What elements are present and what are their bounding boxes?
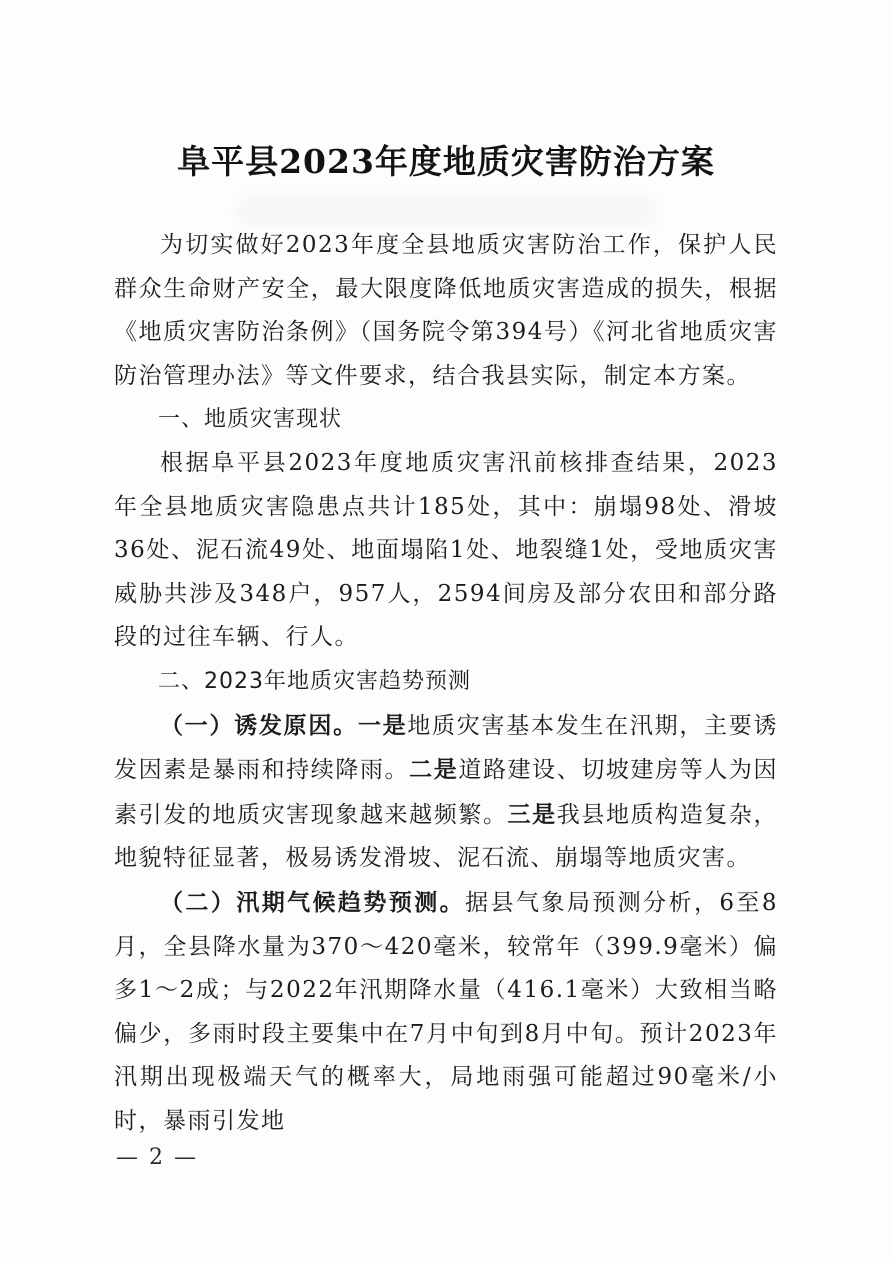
document-body: [114, 224, 778, 1143]
page-number: — 2 —: [116, 1145, 198, 1170]
cause-2-text: 道路建设、切坡建房等人为因素引发的地质灾害现象越来越频繁。: [114, 757, 779, 828]
subsection-1-lead: （一）诱发原因。: [160, 711, 358, 739]
subsection-2-paragraph: [114, 881, 778, 1144]
ordinal-2: 二是: [409, 756, 459, 784]
section-2-heading: 二、2023年地质灾害趋势预测: [158, 668, 471, 694]
faint-stamp-shadow: [236, 196, 656, 226]
ordinal-1: 一是: [357, 711, 408, 739]
cause-3-text: 我县地质构造复杂，地貌特征显著，极易诱发滑坡、泥石流、崩塌等地质灾害。: [114, 801, 779, 872]
subsection-2-text: 据县气象局预测分析，6至8月，全县降水量为370～420毫米，较常年（399.9毫米）偏多1～2成；与2022年汛期降水量（416.1毫米）大致相当略偏少，多雨时段主要集中在7月中旬到8月中旬。预计2023年汛期出现极端天气的概率大，局地雨强可能超过90毫米/小时，暴雨引发地: [114, 889, 778, 1134]
subsection-2-lead: （二）汛期气候趋势预测。: [160, 888, 466, 916]
cause-1-text: 地质灾害基本发生在汛期，主要诱发因素是暴雨和持续降雨。: [114, 712, 779, 784]
section-1-paragraph: 根据阜平县2023年度地质灾害汛前核排查结果，2023年全县地质灾害隐患点共计185处，其中：崩塌98处、滑坡36处、泥石流49处、地面塌陷1处、地裂缝1处，受地质灾害威胁共涉及348户，957人，2594间房及部分农田和部分路段的过往车辆、行人。: [114, 449, 778, 651]
ordinal-3: 三是: [507, 800, 557, 828]
document-title: 阜平县2023年度地质灾害防治方案: [177, 142, 715, 181]
intro-paragraph: 为切实做好2023年度全县地质灾害防治工作，保护人民群众生命财产安全，最大限度降低地质灾害造成的损失，根据《地质灾害防治条例》（国务院令第394号）《河北省地质灾害防治管理办法》等文件要求，结合我县实际，制定本方案。: [114, 232, 778, 389]
subsection-1-paragraph: [114, 704, 778, 881]
section-1-heading: 一、地质灾害现状: [158, 407, 343, 433]
